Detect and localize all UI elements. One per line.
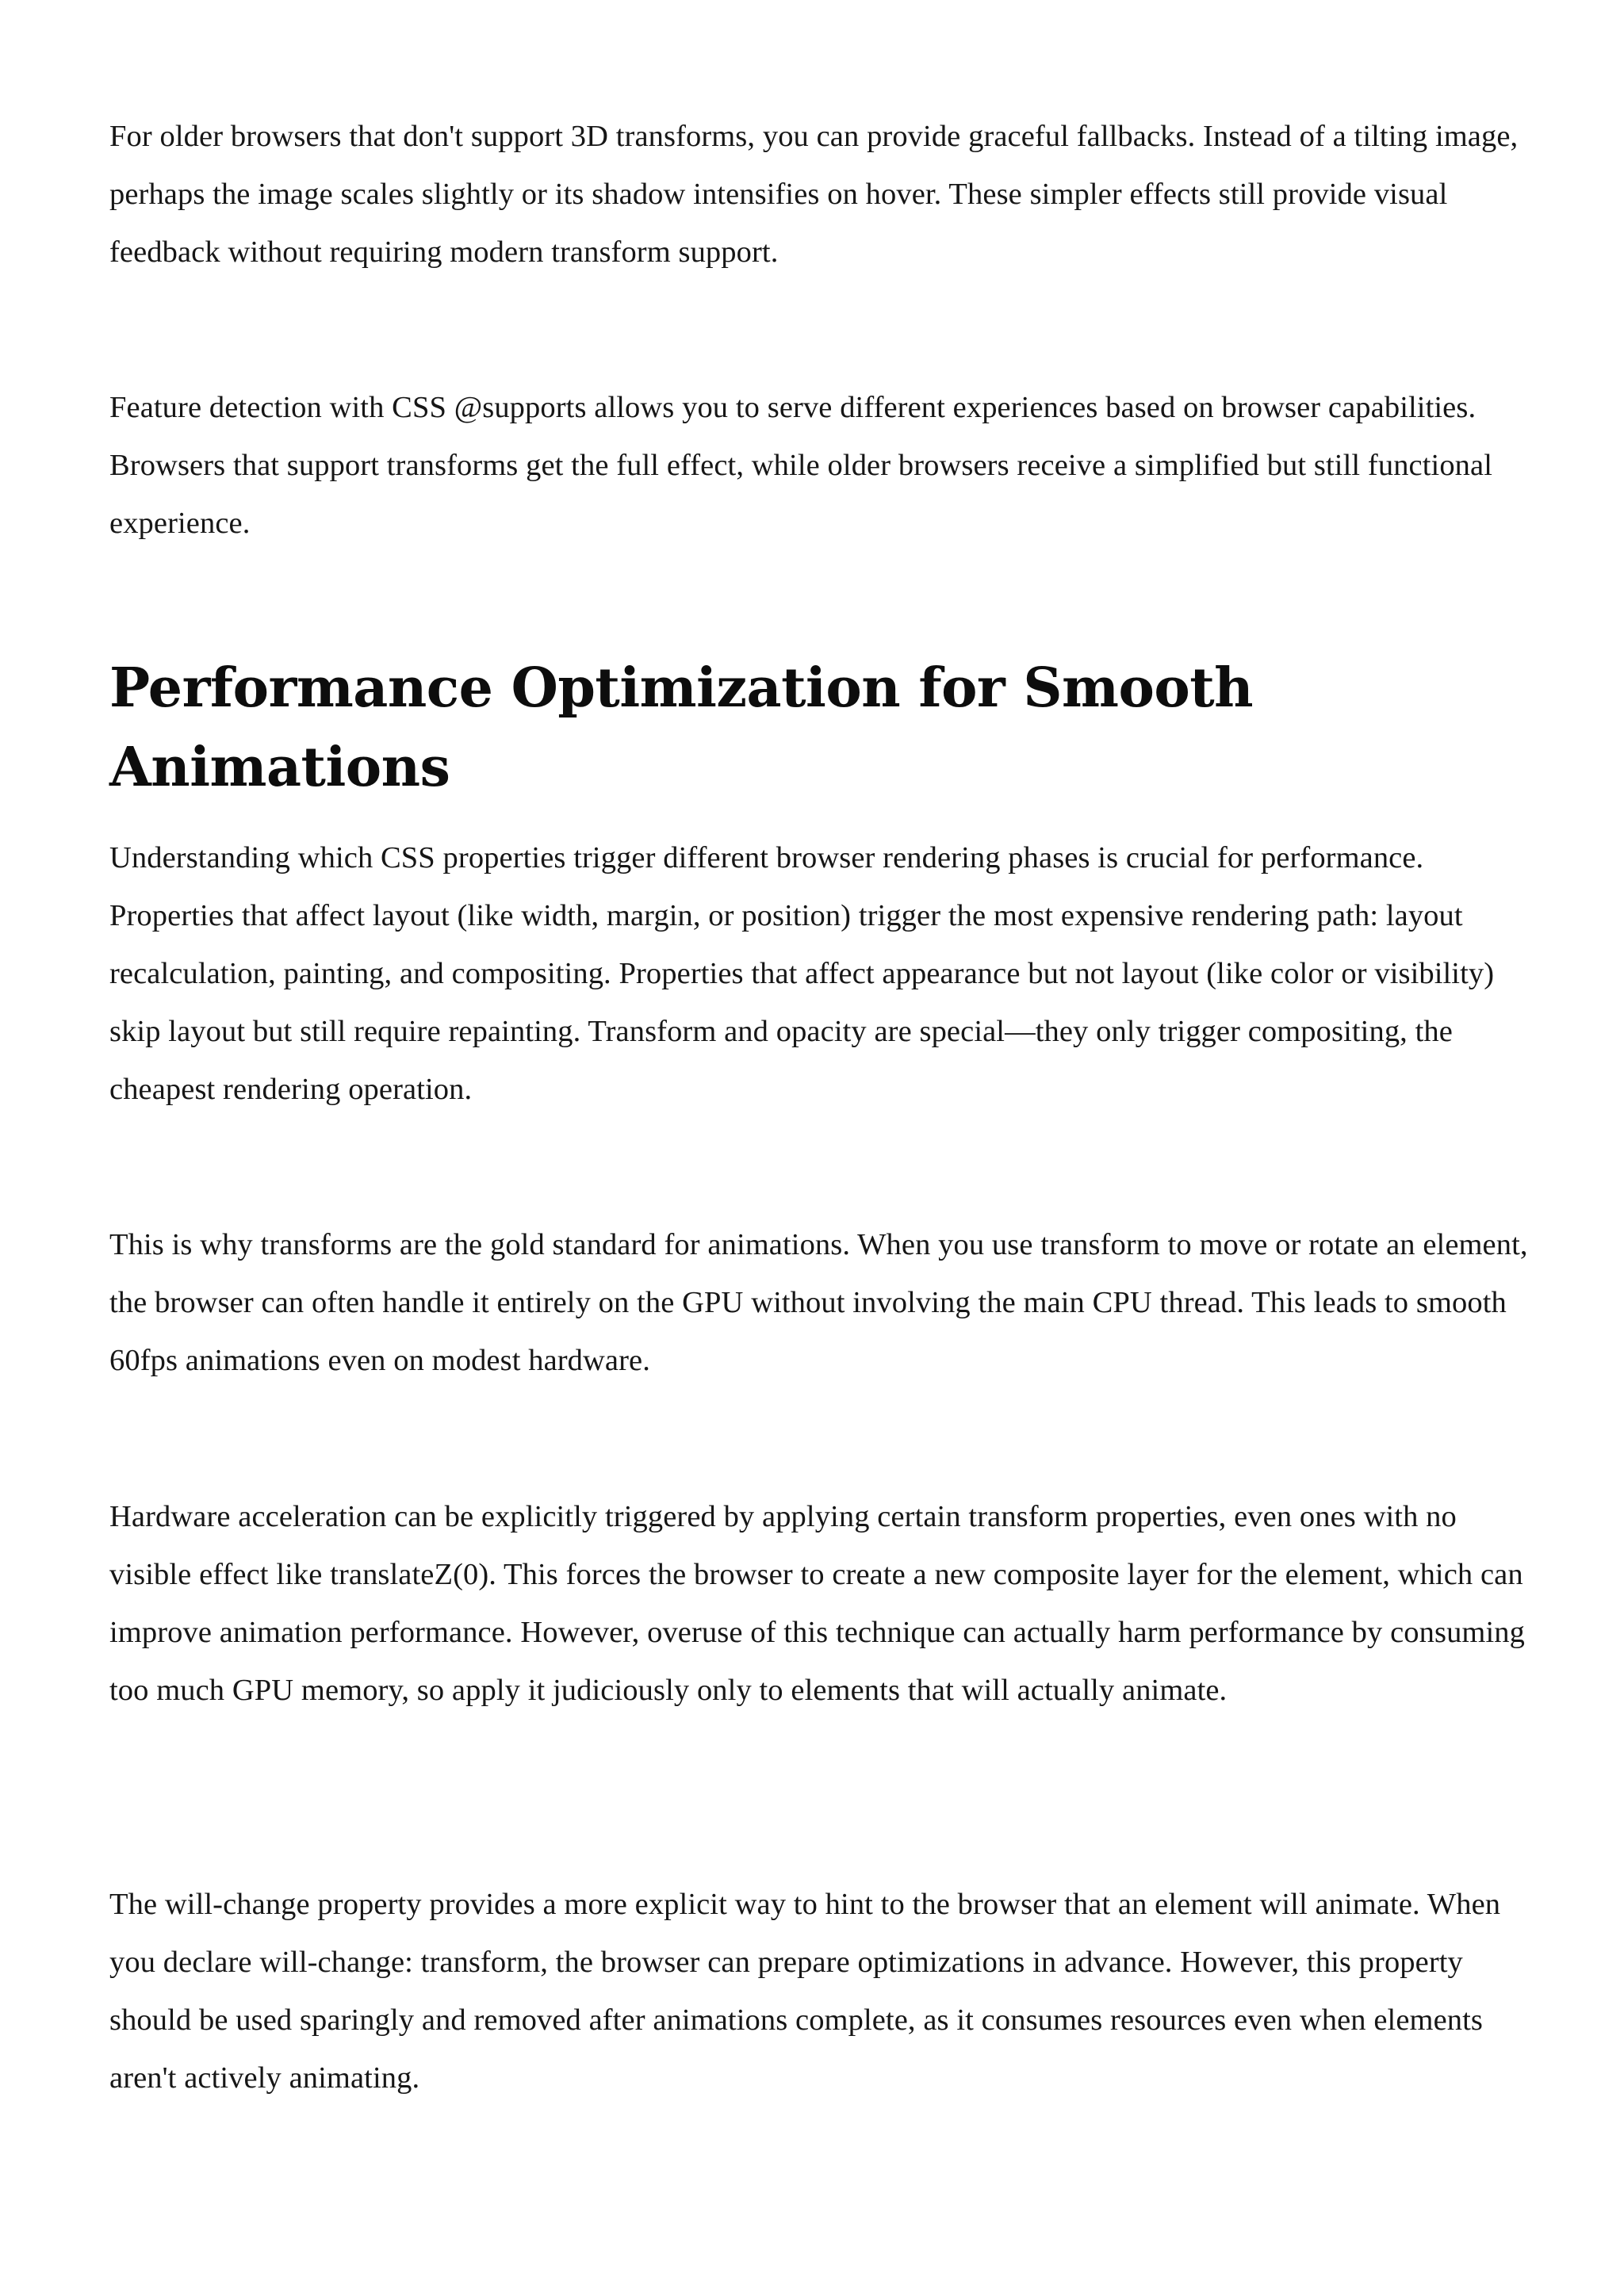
paragraph-hardware-acceleration: Hardware acceleration can be explicitly triggered by applying certain transform properties, even ones with no visible effect like translateZ(0). This forces the browser to create a new composite layer for the element, which can improve animation performance. However, overuse of this technique can actually harm performance by consuming too much GPU memory, so apply it judiciously only to elements that will actually animate.: [109, 1500, 1525, 1707]
paragraph-fallbacks: For older browsers that don't support 3D transforms, you can provide graceful fallbacks. Instead of a tilting image, perhaps the image scales slightly or its shadow intensifies on hover. These simpler effects still provide visual feedback without requiring modern transform support.: [109, 120, 1519, 269]
paragraph-gpu-transforms: This is why transforms are the gold standard for animations. When you use transform to move or rotate an element, the browser can often handle it entirely on the GPU without involving the main CPU thread. This leads to smooth 60fps animations even on modest hardware.: [109, 1228, 1528, 1377]
paragraph-rendering-phases: Understanding which CSS properties trigger different browser rendering phases is crucial for performance. Properties that affect layout (like width, margin, or position) trigger the most expensive rendering path: layout recalculation, painting, and compositing. Properties that affect appearance but not layout (like color or visibility) skip layout but still require repainting. Transform and opacity are special—they only trigger compositing, the cheapest rendering operation.: [109, 841, 1495, 1106]
paragraph-will-change: The will-change property provides a more explicit way to hint to the browser that an element will animate. When you declare will-change: transform, the browser can prepare optimizations in advance. However, this property should be used sparingly and removed after animations complete, as it consumes resources even when elements aren't actively animating.: [109, 1888, 1501, 2095]
section-heading: Performance Optimization for Smooth Animations: [109, 656, 1254, 799]
paragraph-feature-detection: Feature detection with CSS @supports allows you to serve different experiences based on browser capabilities. Browsers that support transforms get the full effect, while older browsers receive a simplified but still functional experience.: [109, 391, 1493, 540]
